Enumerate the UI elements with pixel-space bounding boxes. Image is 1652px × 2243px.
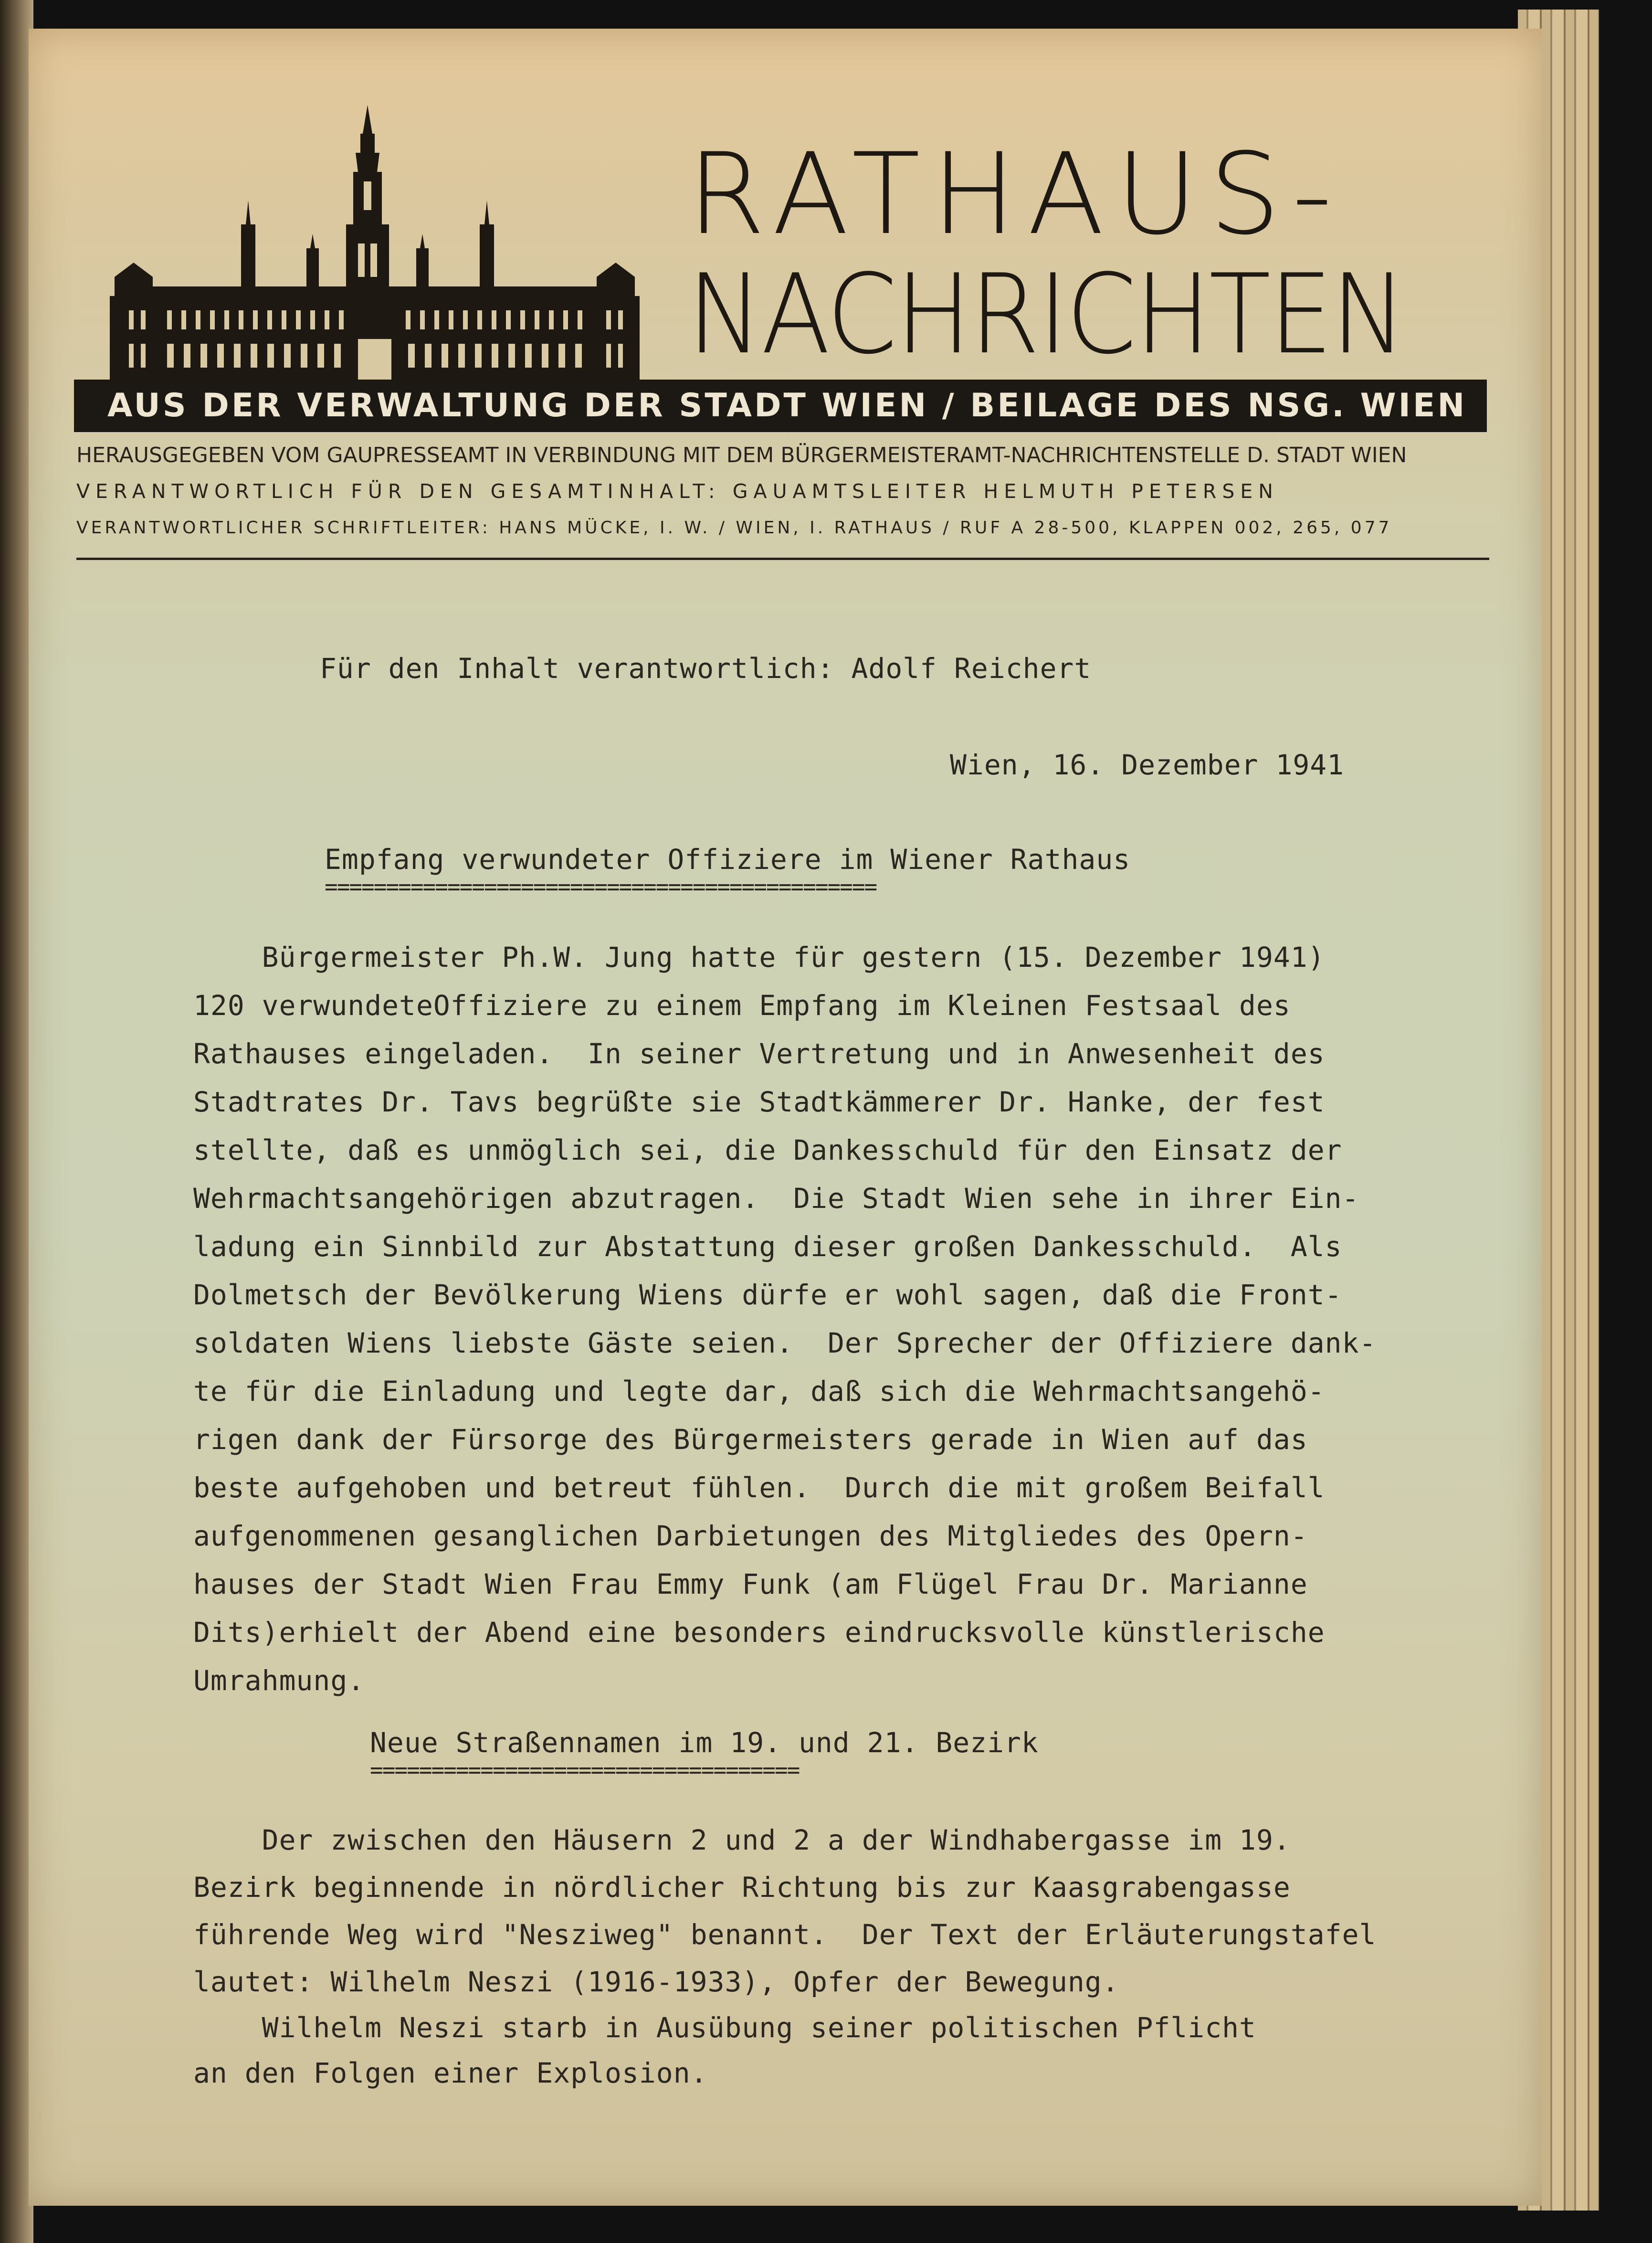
body-line: Dolmetsch der Bevölkerung Wiens dürfe er wohl sagen, daß die Front- bbox=[193, 1279, 1342, 1311]
article1-underline: ============================================= bbox=[325, 874, 877, 899]
body-line: an den Folgen einer Explosion. bbox=[193, 2057, 708, 2089]
body-line: Dits)erhielt der Abend eine besonders eindrucksvolle künstlerische bbox=[193, 1616, 1325, 1649]
article2-body bbox=[193, 1817, 1376, 2006]
masthead-title-line2: NACHRICHTEN bbox=[687, 251, 1405, 379]
body-line: aufgenommenen gesanglichen Darbietungen des Mitgliedes des Opern- bbox=[193, 1520, 1308, 1552]
dateline: Wien, 16. Dezember 1941 bbox=[950, 749, 1345, 781]
body-line: ladung ein Sinnbild zur Abstattung dieser großen Dankesschuld. Als bbox=[193, 1230, 1342, 1263]
body-line: Umrahmung. bbox=[193, 1664, 365, 1697]
body-line: führende Weg wird "Nesziweg" benannt. Der Text der Erläuterungstafel bbox=[193, 1918, 1377, 1951]
body-line: Bürgermeister Ph.W. Jung hatte für gestern (15. Dezember 1941) bbox=[193, 941, 1325, 973]
body-line: soldaten Wiens liebste Gäste seien. Der Sprecher der Offiziere dank- bbox=[193, 1327, 1377, 1359]
article1-heading: Empfang verwundeter Offiziere im Wiener Rathaus bbox=[325, 843, 1131, 876]
city-hall-logo-icon bbox=[100, 105, 649, 382]
body-line: Stadtrates Dr. Tavs begrüßte sie Stadtkämmerer Dr. Hanke, der fest bbox=[193, 1086, 1325, 1118]
body-line: 120 verwundeteOffiziere zu einem Empfang im Kleinen Festsaal des bbox=[193, 989, 1291, 1022]
responsible-line: Für den Inhalt verantwortlich: Adolf Reichert bbox=[320, 652, 1092, 685]
masthead-divider bbox=[76, 558, 1489, 560]
body-line: beste aufgehoben und betreut fühlen. Durch die mit großem Beifall bbox=[193, 1471, 1325, 1504]
body-line: Bezirk beginnende in nördlicher Richtung bis zur Kaasgrabengasse bbox=[193, 1871, 1291, 1904]
masthead-banner: AUS DER VERWALTUNG DER STADT WIEN / BEILAGE DES NSG. WIEN bbox=[74, 380, 1487, 432]
imprint-editor: VERANTWORTLICHER SCHRIFTLEITER: HANS MÜCKE, I. W. / WIEN, I. RATHAUS / RUF A 28-500, KLAPPEN 002, 265, 077 bbox=[76, 518, 1392, 538]
article2-heading: Neue Straßennamen im 19. und 21. Bezirk bbox=[370, 1726, 1039, 1759]
body-line: te für die Einladung und legte dar, daß sich die Wehrmachtsangehö- bbox=[193, 1375, 1325, 1407]
body-line: Wilhelm Neszi starb in Ausübung seiner politischen Pflicht bbox=[193, 2011, 1256, 2044]
body-line: Rathauses eingeladen. In seiner Vertretung und in Anwesenheit des bbox=[193, 1037, 1325, 1070]
imprint-responsible: VERANTWORTLICH FÜR DEN GESAMTINHALT: GAUAMTSLEITER HELMUTH PETERSEN bbox=[76, 480, 1279, 503]
body-line: Wehrmachtsangehörigen abzutragen. Die Stadt Wien sehe in ihrer Ein- bbox=[193, 1182, 1359, 1215]
article2-body-continued bbox=[193, 2005, 1256, 2096]
article1-body bbox=[193, 933, 1376, 1705]
article2-underline: =================================== bbox=[370, 1757, 800, 1783]
body-line: Der zwischen den Häusern 2 und 2 a der Windhabergasse im 19. bbox=[193, 1824, 1291, 1856]
body-line: rigen dank der Fürsorge des Bürgermeisters gerade in Wien auf das bbox=[193, 1423, 1308, 1456]
body-line: stellte, daß es unmöglich sei, die Dankesschuld für den Einsatz der bbox=[193, 1134, 1342, 1166]
imprint-publisher: HERAUSGEGEBEN VOM GAUPRESSEAMT IN VERBINDUNG MIT DEM BÜRGERMEISTERAMT-NACHRICHTENSTELLE D. STADT WIEN bbox=[76, 443, 1407, 467]
masthead-title-line1: RATHAUS- bbox=[687, 129, 1344, 260]
document-page bbox=[29, 29, 1542, 2206]
body-line: lautet: Wilhelm Neszi (1916-1933), Opfer der Bewegung. bbox=[193, 1966, 1119, 1998]
body-line: hauses der Stadt Wien Frau Emmy Funk (am Flügel Frau Dr. Marianne bbox=[193, 1568, 1308, 1600]
masthead-title bbox=[687, 129, 1467, 379]
